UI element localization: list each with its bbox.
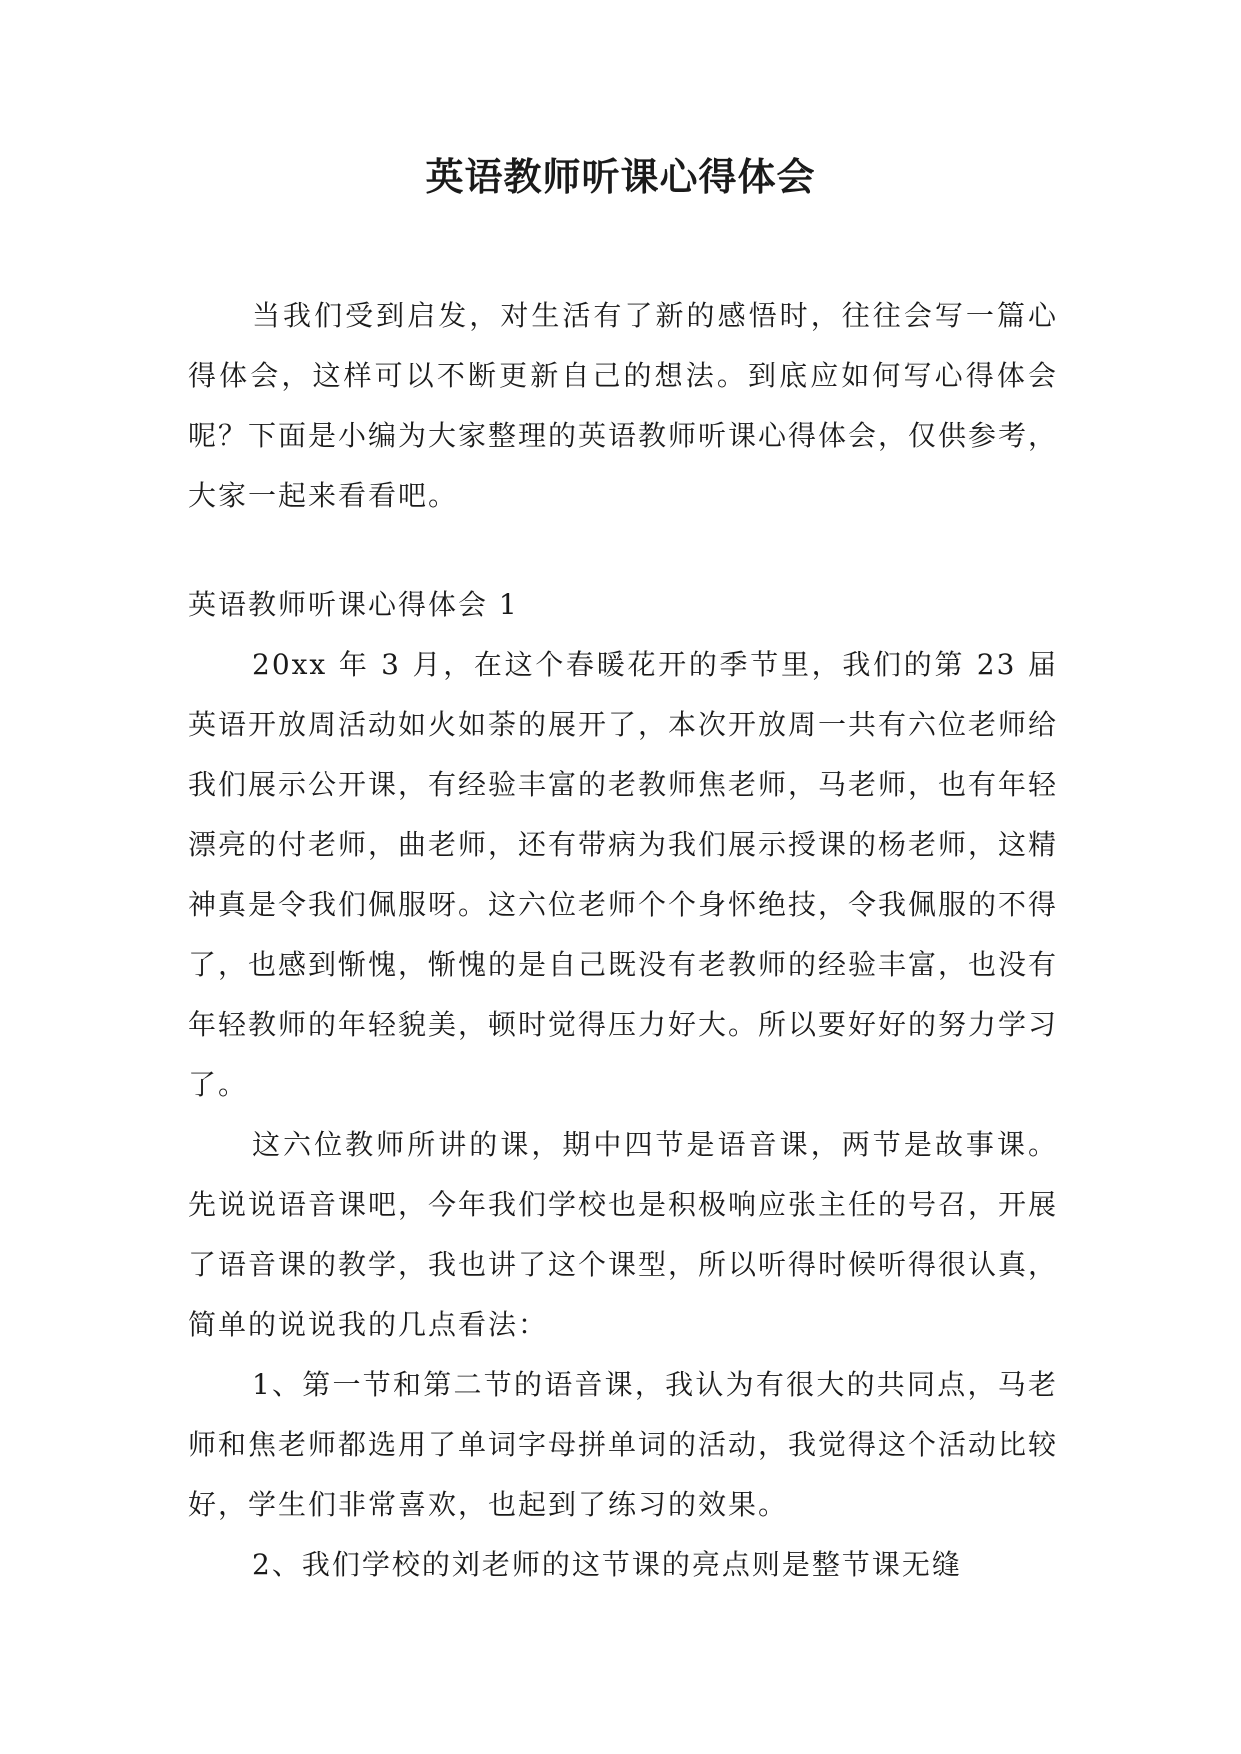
body-paragraph-1: 20xx 年 3 月，在这个春暖花开的季节里，我们的第 23 届英语开放周活动如火如荼的展开了，本次开放周一共有六位老师给我们展示公开课，有经验丰富的老教师焦老师，马老师，也有年轻漂亮的付老师，曲老师，还有带病为我们展示授课的杨老师，这精神真是令我们佩服呀。这六位老师个个身怀绝技，令我佩服的不得了，也感到惭愧，惭愧的是自己既没有老教师的经验丰富，也没有年轻教师的年轻貌美，顿时觉得压力好大。所以要好好的努力学习了。 [188, 648, 1059, 1101]
document-title: 英语教师听课心得体会 [425, 155, 816, 199]
section-heading: 英语教师听课心得体会 1 [188, 588, 519, 621]
article-section [188, 575, 1058, 1595]
body-paragraph-4: 2、我们学校的刘老师的这节课的亮点则是整节课无缝 [252, 1548, 962, 1581]
body-paragraph-3: 1、第一节和第二节的语音课，我认为有很大的共同点，马老师和焦老师都选用了单词字母拼单词的活动，我觉得这个活动比较好，学生们非常喜欢，也起到了练习的效果。 [188, 1368, 1059, 1521]
body-paragraph-2: 这六位教师所讲的课，期中四节是语音课，两节是故事课。先说说语音课吧，今年我们学校也是积极响应张主任的号召，开展了语音课的教学，我也讲了这个课型，所以听得时候听得很认真，简单的说说我的几点看法： [188, 1128, 1059, 1341]
intro-section [188, 286, 1058, 526]
intro-paragraph: 当我们受到启发，对生活有了新的感悟时，往往会写一篇心得体会，这样可以不断更新自己的想法。到底应如何写心得体会呢？下面是小编为大家整理的英语教师听课心得体会，仅供参考，大家一起来看看吧。 [188, 299, 1059, 512]
